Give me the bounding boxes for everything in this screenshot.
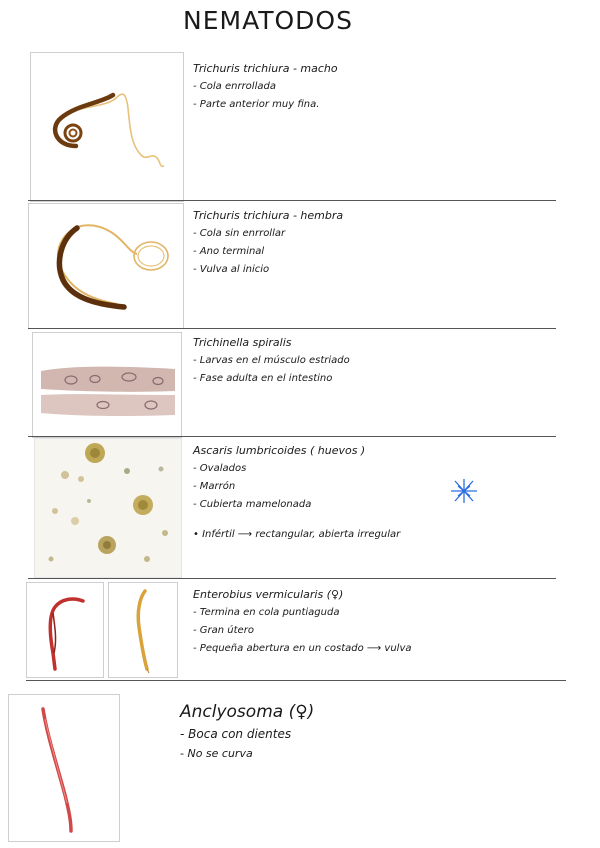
note-line: - Gran útero: [193, 625, 254, 636]
section-ascaris-notes: [193, 442, 400, 544]
trichuris-female-image: [28, 203, 184, 329]
section-heading: Trichuris trichiura - hembra: [193, 209, 344, 222]
trichinella-muscle-image: [32, 332, 182, 438]
note-line: - Cola sin enrrollar: [193, 228, 286, 239]
section-divider: [28, 578, 556, 579]
section-ancylostoma-notes: [180, 700, 314, 764]
note-line: - Pequeña abertura en un costado ⟶ vulva: [193, 643, 412, 654]
ancylostoma-image: [8, 694, 120, 842]
section-trichuris-male-notes: [193, 60, 338, 114]
note-line: - Termina en cola puntiaguda: [193, 607, 340, 618]
section-divider: [28, 436, 556, 437]
note-line: - Cubierta mamelonada: [193, 499, 312, 510]
section-heading: Anclyosoma (♀): [180, 702, 315, 722]
section-enterobius-notes: [193, 586, 412, 658]
section-divider: [28, 328, 556, 329]
trichuris-male-image: [30, 52, 184, 202]
note-line: - Boca con dientes: [180, 727, 292, 741]
section-trichinella-notes: [193, 334, 350, 388]
note-line: • Infértil ⟶ rectangular, abierta irregular: [193, 529, 401, 540]
note-line: - Cola enrrollada: [193, 81, 276, 92]
section-heading: Ascaris lumbricoides ( huevos ): [193, 444, 366, 457]
note-line: - Larvas en el músculo estriado: [193, 355, 350, 366]
enterobius-yellow-image: [108, 582, 178, 678]
section-heading: Trichinella spiralis: [193, 336, 292, 349]
section-divider: [26, 680, 566, 681]
note-line: - Parte anterior muy fina.: [193, 99, 320, 110]
note-line: - Marrón: [193, 481, 236, 492]
page-title: NEMATODOS: [183, 6, 353, 35]
enterobius-red-image: [26, 582, 104, 678]
section-divider: [28, 200, 556, 201]
ascaris-eggs-image: [34, 438, 182, 578]
section-heading: Trichuris trichiura - macho: [193, 62, 338, 75]
blue-asterisk-doodle-icon: [447, 476, 481, 506]
note-line: - Fase adulta en el intestino: [193, 373, 333, 384]
note-line: - No se curva: [180, 747, 253, 760]
note-line: - Ano terminal: [193, 246, 265, 257]
note-line: - Ovalados: [193, 463, 247, 474]
section-heading: Enterobius vermicularis (♀): [193, 588, 344, 601]
note-line: - Vulva al inicio: [193, 264, 270, 275]
section-trichuris-female-notes: [193, 207, 343, 279]
